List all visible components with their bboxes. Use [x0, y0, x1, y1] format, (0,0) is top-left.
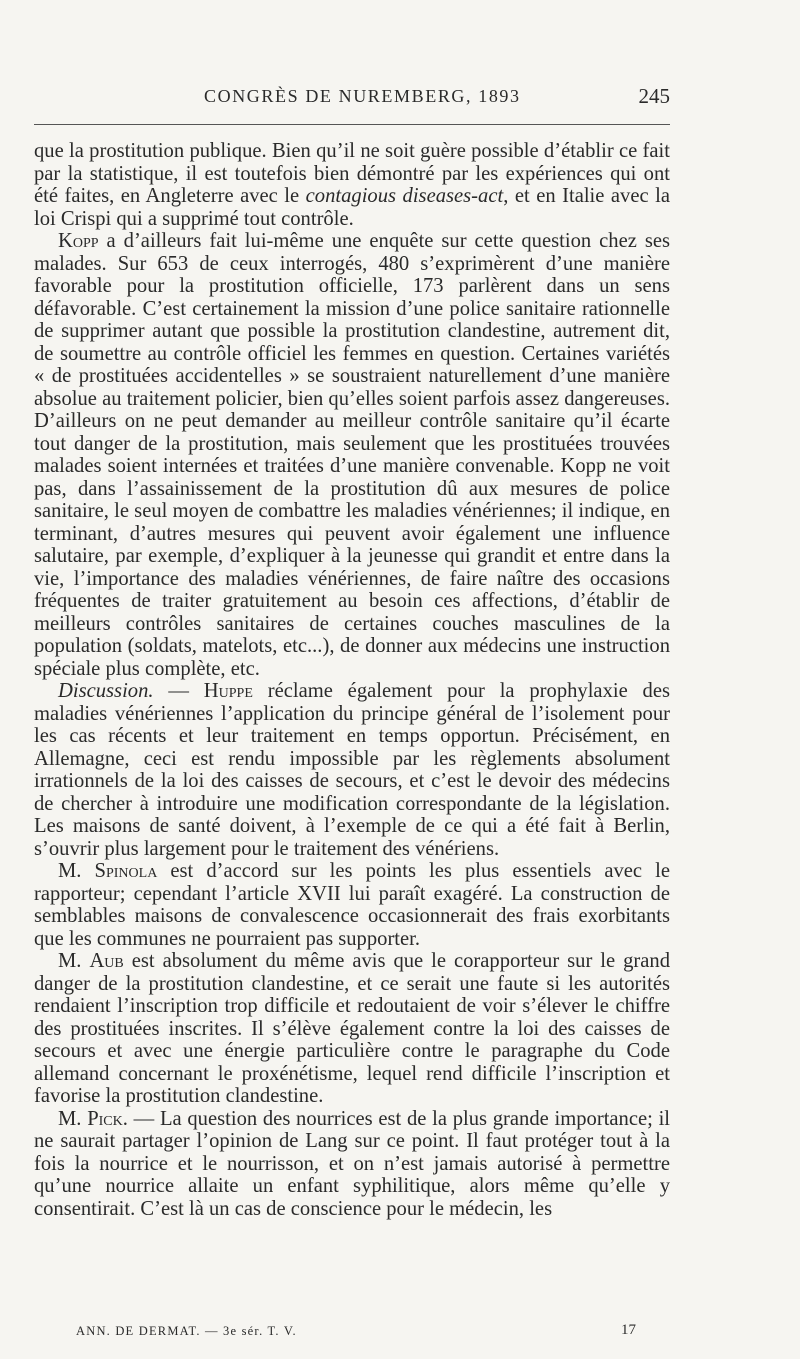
author-name-spinola: Spinola — [94, 860, 158, 882]
page-number: 245 — [638, 84, 670, 108]
paragraph-1: que la prostitution publique. Bien qu’il ne soit guère possible d’établir ce fait par la statistique, il est toutefois bien démontré par les expériences qui ont été faites, en Angleterre avec le contagious diseases-act, et en Italie avec la loi Crispi qui a supprimé tout contrôle. — [34, 140, 670, 230]
discussion-label: Discussion. — [58, 680, 154, 702]
author-name-aub: Aub — [89, 950, 124, 972]
author-name-huppe: Huppe — [203, 680, 253, 702]
paragraph-5: M. Aub est absolument du même avis que le corapporteur sur le grand danger de la prostitution clandestine, et ce serait une faute si les autorités rendaient l’inscription trop difficile et redoutaient de voir s’élever le chiffre des prostituées inscrites. Il s’élève également contre la loi des caisses de secours et avec une énergie particulière contre le paragraphe du Code allemand concernant le proxénétisme, lequel rend difficile l’inscription et favorise la prostitution clandestine. — [34, 950, 671, 1107]
header-rule — [34, 124, 670, 125]
author-name-kopp: Kopp — [58, 230, 99, 252]
paragraph-4: M. Spinola est d’accord sur les points les plus essentiels avec le rapporteur; cependant l’article XVII lui paraît exagéré. La construction de semblables maisons de convalescence occasionnerait des frais exorbitants que les communes ne pourraient pas supporter. — [34, 860, 670, 950]
page-header — [34, 82, 670, 112]
paragraph-6: M. Pick. — La question des nourrices est de la plus grande importance; il ne saurait partager l’opinion de Lang sur ce point. Il faut protéger tout à la fois la nourrice et le nourrisson, et on n’est jamais autorisé à permettre qu’une nourrice allaite un enfant syphilitique, alors même qu’elle y consentirait. C’est là un cas de conscience pour le médecin, les — [34, 1107, 671, 1220]
paragraph-2: Kopp a d’ailleurs fait lui-même une enquête sur cette question chez ses malades. Sur 653 de ceux interrogés, 480 s’exprimèrent d’une manière favorable pour la prostitution officielle, 173 parlèrent dans un sens défavorable. C’est certainement la mission d’une police sanitaire rationnelle de supprimer autant que possible la prostitution clandestine, autrement dit, de soumettre au contrôle officiel les femmes en question. Certaines variétés « de prostituées accidentelles » se soustraient naturellement d’une manière absolue au traitement policier, bien qu’elles soient parfois assez dangereuses. D’ailleurs on ne peut demander au meilleur contrôle sanitaire qu’il écarte tout danger de la prostitution, mais seulement que les prostituées trouvées malades soient internées et traitées d’une manière convenable. Kopp ne voit pas, dans l’assainissement de la prostitution dû aux mesures de police sanitaire, le seul moyen de combattre les maladies vénériennes; il indique, en terminant, d’autres mesures qui peuvent avoir également une influence salutaire, par exemple, d’expliquer à la jeunesse qui grandit et entre dans la vie, l’importance des maladies vénériennes, de faire naître des occasions fréquentes de traiter gratuitement au besoin ces affections, d’établir de meilleurs contrôles sanitaires de certaines couches masculines de la population (soldats, matelots, etc...), de donner aux médecins une instruction spéciale plus complète, etc. — [34, 230, 670, 680]
paragraph-3: Discussion. — Huppe réclame également pour la prophylaxie des maladies vénériennes l’application du principe général de l’isolement pour les cas récents et leur traitement en temps opportun. Précisément, en Allemagne, ceci est rendu impossible par les règlements absolument irrationnels de la loi des caisses de secours, et c’est le devoir des médecins de chercher à introduire une modification correspondante de la législation. Les maisons de santé doivent, à l’exemple de ce qui a été fait à Berlin, s’ouvrir plus largement pour le traitement des vénériens. — [34, 680, 671, 860]
sheet-number: 17 — [621, 1322, 636, 1338]
italic-term: contagious diseases-act — [305, 185, 504, 207]
page-footer — [76, 1324, 636, 1344]
footer-signature: ANN. DE DERMAT. — 3e sér. T. V. — [76, 1324, 297, 1338]
running-title: CONGRÈS DE NUREMBERG, 1893 — [204, 86, 521, 106]
author-name-pick: Pick — [87, 1107, 123, 1130]
body-text — [34, 140, 670, 1220]
